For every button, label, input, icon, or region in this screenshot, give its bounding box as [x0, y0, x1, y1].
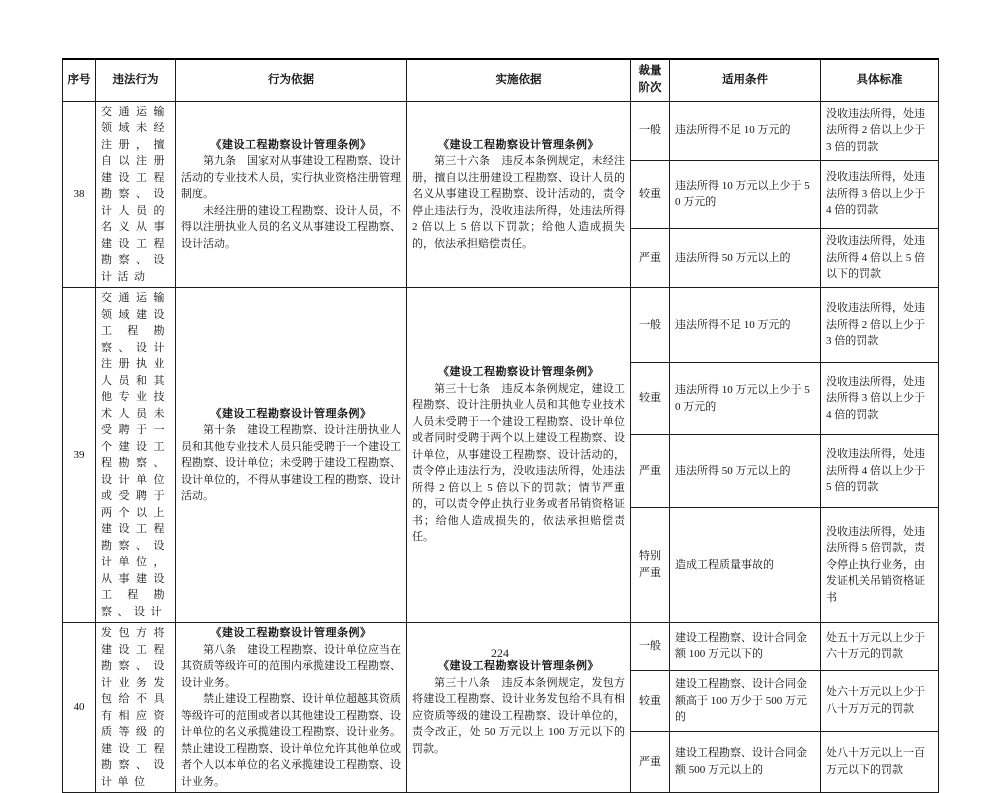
tier-condition-cell: 违法所得 10 万元以上少于 50 万元的	[670, 160, 821, 228]
law-paragraph: 第八条 建设工程勘察、设计单位应当在其资质等级许可的范围内承揽建设工程勘察、设计业务。	[181, 643, 401, 689]
tier-condition-cell: 造成工程质量事故的	[670, 507, 821, 622]
tier-level-cell: 较重	[631, 160, 670, 228]
tier-condition-cell: 建设工程勘察、设计合同金额 500 万元以上的	[670, 731, 821, 792]
tier-condition-cell: 违法所得不足 10 万元的	[670, 101, 821, 160]
tier-condition-cell: 建设工程勘察、设计合同金额 100 万元以下的	[670, 623, 821, 671]
penalty-discretion-table	[62, 58, 939, 793]
law-paragraph: 第九条 国家对从事建设工程勘察、设计活动的专业技术人员，实行执业资格注册管理制度。	[181, 155, 401, 200]
tier-level-cell: 一般	[631, 101, 670, 160]
tier-standard-cell: 没收违法所得，处违法所得 3 倍以上少于 4 倍的罚款	[821, 160, 939, 228]
behavior-cell: 交通运输领域未经注册，擅自以注册建设工程勘察、设计人员的名义从事建设工程勘察、设计活动	[96, 101, 176, 288]
behavior-cell: 交通运输领域建设工程勘察、设计注册执业人员和其他专业技术人员未受聘于一个建设工程勘察、设计单位或受聘于两个以上建设工程勘察、设计单位，从事建设工程勘察、设计	[96, 288, 176, 623]
tier-level-cell: 一般	[631, 288, 670, 363]
law-title: 《建设工程勘察设计管理条例》	[438, 366, 599, 379]
tier-standard-cell: 没收违法所得，处违法所得 4 倍以上 5 倍以下的罚款	[821, 228, 939, 287]
law-title: 《建设工程勘察设计管理条例》	[210, 407, 372, 420]
page-number: 224	[491, 646, 509, 660]
tier-level-cell: 严重	[631, 228, 670, 287]
seq-cell: 38	[63, 101, 96, 288]
impl-cell	[407, 288, 631, 623]
law-paragraph: 第三十八条 违反本条例规定，发包方将建设工程勘察、设计业务发包给不具有相应资质等级的建设工程勘察、设计单位的，责令改正，处 50 万元以上 100 万元以下的罚款。	[412, 676, 625, 755]
law-paragraph: 第十条 建设工程勘察、设计注册执业人员和其他专业技术人员只能受聘于一个建设工程勘察、设计单位；未受聘于建设工程勘察、设计单位的，不得从事建设工程的勘察、设计活动。	[181, 424, 401, 502]
col-header-basis: 行为依据	[176, 59, 407, 101]
tier-level-cell: 较重	[631, 670, 670, 731]
col-header-seq: 序号	[63, 59, 96, 101]
tier-condition-cell: 违法所得不足 10 万元的	[670, 288, 821, 363]
law-paragraph: 禁止建设工程勘察、设计单位超越其资质等级许可的范围或者以其他建设工程勘察、设计单位的名义承揽建设工程勘察、设计业务。禁止建设工程勘察、设计单位允许其他单位或者个人以本单位的名义承揽建设工程勘察、设计业务。	[181, 693, 401, 788]
tier-condition-cell: 违法所得 50 万元以上的	[670, 435, 821, 507]
tier-standard-cell: 处八十万元以上一百万元以下的罚款	[821, 731, 939, 792]
tier-standard-cell: 没收违法所得，处违法所得 2 倍以上少于 3 倍的罚款	[821, 288, 939, 363]
tier-condition-cell: 违法所得 50 万元以上的	[670, 228, 821, 287]
law-title: 《建设工程勘察设计管理条例》	[210, 138, 372, 151]
law-paragraph: 第三十七条 违反本条例规定，建设工程勘察、设计注册执业人员和其他专业技术人员未受聘于一个建设工程勘察、设计单位或者同时受聘于两个以上建设工程勘察、设计单位，从事建设工程勘察、设计活动的，责令停止违法行为，没收违法所得，处违法所得 2 倍以上 5 倍以下的罚款；情节严重的，可以责令停止执行业务或者吊销资格证书；给他人造成损失的，依法承担赔偿责任。	[412, 382, 625, 544]
tier-standard-cell: 处六十万元以上少于八十万万元的罚款	[821, 670, 939, 731]
impl-cell	[407, 101, 631, 288]
basis-cell	[176, 101, 407, 288]
table-row	[63, 288, 939, 363]
tier-condition-cell: 建设工程勘察、设计合同金额高于 100 万少于 500 万元的	[670, 670, 821, 731]
tier-standard-cell: 没收违法所得，处违法所得 3 倍以上少于 4 倍的罚款	[821, 363, 939, 435]
col-header-standard: 具体标准	[821, 59, 939, 101]
col-header-tier: 裁量阶次	[631, 59, 670, 101]
tier-level-cell: 严重	[631, 435, 670, 507]
tier-level-cell: 一般	[631, 623, 670, 671]
tier-standard-cell: 没收违法所得，处违法所得 5 倍罚款，责令停止执行业务，由发证机关吊销资格证书	[821, 507, 939, 622]
table-header-row	[63, 59, 939, 101]
col-header-impl: 实施依据	[407, 59, 631, 101]
law-title: 《建设工程勘察设计管理条例》	[438, 138, 599, 151]
law-title: 《建设工程勘察设计管理条例》	[210, 627, 372, 639]
law-paragraph: 未经注册的建设工程勘察、设计人员，不得以注册执业人员的名义从事建设工程勘察、设计活动。	[181, 204, 401, 250]
basis-cell	[176, 288, 407, 623]
tier-level-cell: 较重	[631, 363, 670, 435]
seq-cell: 39	[63, 288, 96, 623]
tier-standard-cell: 没收违法所得，处违法所得 2 倍以上少于 3 倍的罚款	[821, 101, 939, 160]
table-row	[63, 101, 939, 160]
tier-standard-cell: 处五十万元以上少于六十万元的罚款	[821, 623, 939, 671]
tier-condition-cell: 违法所得 10 万元以上少于 50 万元的	[670, 363, 821, 435]
seq-cell: 40	[63, 623, 96, 793]
tier-standard-cell: 没收违法所得，处违法所得 4 倍以上少于 5 倍的罚款	[821, 435, 939, 507]
behavior-cell: 发包方将建设工程勘察、设计业务发包给不具有相应资质等级的建设工程勘察、设计单位	[96, 623, 176, 793]
col-header-condition: 适用条件	[670, 59, 821, 101]
col-header-behavior: 违法行为	[96, 59, 176, 101]
tier-level-cell: 特别严重	[631, 507, 670, 622]
tier-level-cell: 严重	[631, 731, 670, 792]
law-paragraph: 第三十六条 违反本条例规定，未经注册，擅自以注册建设工程勘察、设计人员的名义从事建设工程勘察、设计活动的，责令停止违法行为，没收违法所得，处违法所得 2 倍以上 5 倍以下罚款；给他人造成损失的，依法承担赔偿责任。	[412, 155, 625, 250]
law-title: 《建设工程勘察设计管理条例》	[438, 660, 599, 672]
